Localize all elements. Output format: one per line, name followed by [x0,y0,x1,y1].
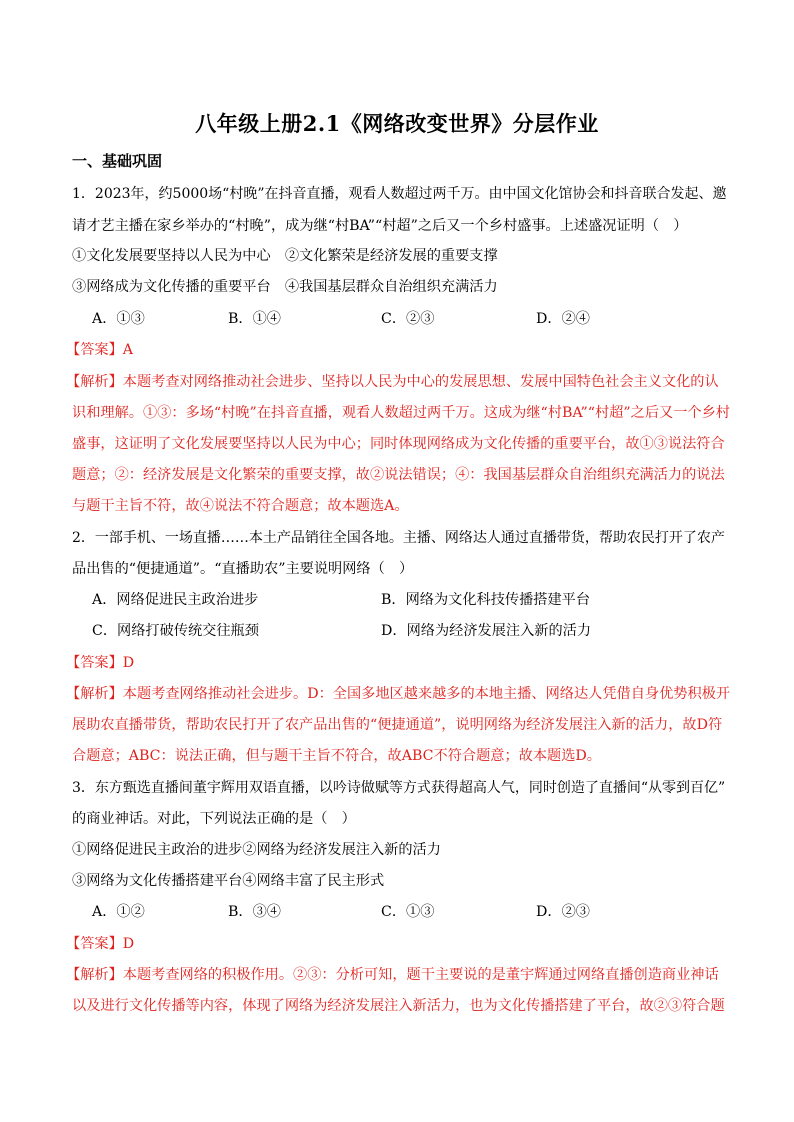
q2-option-a: A．网络促进民主政治进步 [92,592,259,608]
q1-statement: ①文化发展要坚持以人民为中心 ②文化繁荣是经济发展的重要支撑 [72,248,498,264]
q3-analysis-line: 【解析】本题考查网络的积极作用。②③：分析可知，题干主要说的是董宇辉通过网络直播创造商业神话 [66,967,719,983]
q1-analysis-line: 题意；②：经济发展是文化繁荣的重要支撑，故②说法错误；④：我国基层群众自治组织充满活力的说法 [72,467,725,483]
q2-analysis-line: 展助农直播带货，帮助农民打开了农产品出售的“便捷通道”，说明网络为经济发展注入新的活力，故D符 [72,717,723,733]
q3-stem-line: 的商业神话。对此，下列说法正确的是（ ） [72,811,356,827]
q3-stem-line: 3．东方甄选直播间董宇辉用双语直播，以吟诗做赋等方式获得超高人气，同时创造了直播间“从零到百亿” [72,780,726,796]
section-heading: 一、基础巩固 [72,152,163,170]
q2-analysis-line: 【解析】本题考查网络推动社会进步。D：全国多地区越来越多的本地主播、网络达人凭借自身优势积极开 [66,686,731,702]
q1-analysis-line: 【解析】本题考查对网络推动社会进步、坚持以人民为中心的发展思想、发展中国特色社会主义文化的认 [66,374,719,390]
q1-analysis-line: 盛事，这证明了文化发展要坚持以人民为中心；同时体现网络成为文化传播的重要平台，故①③说法符合 [72,436,725,452]
q1-option-b: B．①④ [228,311,281,327]
q2-option-b: B．网络为文化科技传播搭建平台 [381,592,591,608]
q2-stem-line: 2．一部手机、一场直播……本土产品销往全国各地。主播、网络达人通过直播带货，帮助农民打开了农产 [72,530,725,546]
q1-analysis-line: 与题干主旨不符，故④说法不符合题意；故本题选A。 [72,498,409,514]
q1-statement: ③网络成为文化传播的重要平台 ④我国基层群众自治组织充满活力 [72,279,498,295]
q3-analysis-line: 以及进行文化传播等内容，体现了网络为经济发展注入新活力，也为文化传播搭建了平台，故②③符合题 [72,998,725,1014]
q2-answer: 【答案】D [66,655,135,671]
q1-stem-line: 请才艺主播在家乡举办的“村晚”，成为继“村BA”“村超”之后又一个乡村盛事。上述盛况证明（ ） [72,218,688,234]
q1-option-a: A．①③ [92,311,145,327]
q3-answer: 【答案】D [66,936,135,952]
q2-option-c: C．网络打破传统交往瓶颈 [92,623,259,639]
q3-option-b: B．③④ [228,904,281,920]
q1-analysis-line: 识和理解。①③：多场“村晚”在抖音直播，观看人数超过两千万。这成为继“村BA”“村超”之后又一个乡村 [72,405,730,421]
q3-option-d: D．②③ [536,904,590,920]
q1-option-c: C．②③ [381,311,435,327]
q3-statement: ③网络为文化传播搭建平台④网络丰富了民主形式 [72,873,385,889]
document-title: 八年级上册2.1《网络改变世界》分层作业 [195,111,599,136]
q3-option-a: A．①② [92,904,145,920]
q1-answer: 【答案】A [66,342,133,358]
q3-option-c: C．①③ [381,904,435,920]
q2-stem-line: 品出售的“便捷通道”。“直播助农”主要说明网络（ ） [72,561,414,577]
q3-statement: ①网络促进民主政治的进步②网络为经济发展注入新的活力 [72,842,441,858]
q2-analysis-line: 合题意；ABC：说法正确，但与题干主旨不符合，故ABC不符合题意；故本题选D。 [72,748,601,764]
q1-option-d: D．②④ [536,311,590,327]
q2-option-d: D．网络为经济发展注入新的活力 [381,623,592,639]
q1-stem-line: 1．2023年，约5000场“村晚”在抖音直播，观看人数超过两千万。由中国文化馆协会和抖音联合发起、邀 [72,186,727,202]
